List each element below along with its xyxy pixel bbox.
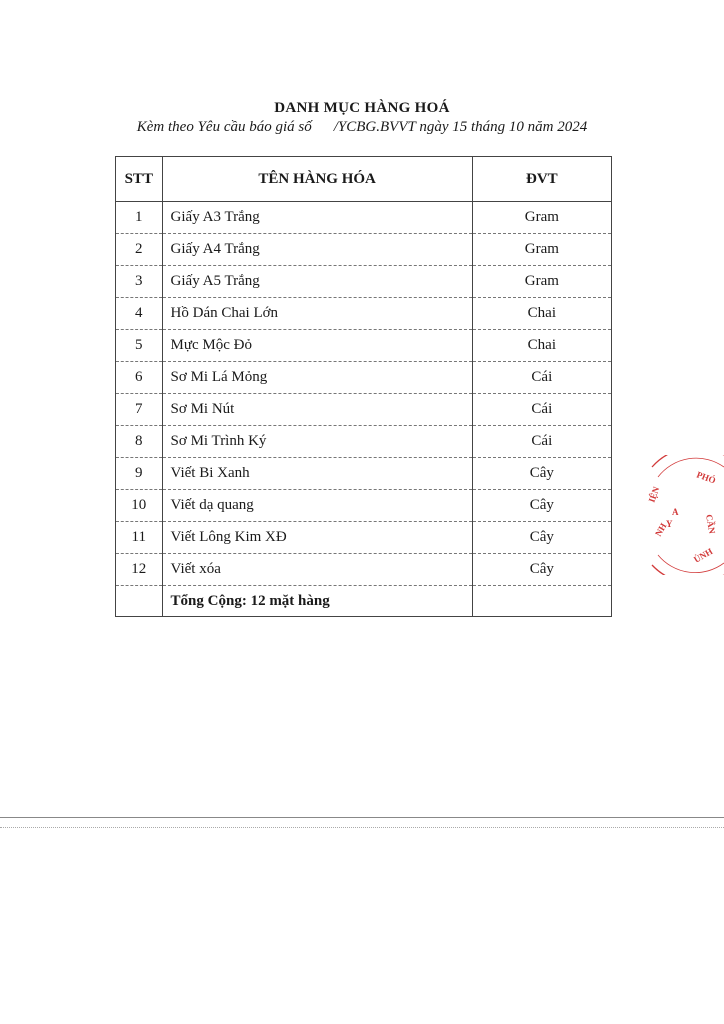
- row-unit: Gram: [472, 266, 611, 298]
- row-unit: Chai: [472, 298, 611, 330]
- row-stt: 1: [116, 202, 163, 234]
- seal-text-fragment: Y: [666, 519, 673, 529]
- row-name: Hồ Dán Chai Lớn: [162, 298, 472, 330]
- goods-table: [115, 156, 612, 617]
- row-name: Giấy A4 Trắng: [162, 234, 472, 266]
- table-row: [116, 458, 612, 490]
- row-unit: Gram: [472, 202, 611, 234]
- row-unit: Cây: [472, 458, 611, 490]
- row-name: Viết xóa: [162, 554, 472, 586]
- row-stt: 3: [116, 266, 163, 298]
- row-name: Sơ Mi Nút: [162, 394, 472, 426]
- row-name: Sơ Mi Trình Ký: [162, 426, 472, 458]
- header-stt: STT: [116, 157, 163, 202]
- seal-text-fragment: IỆN: [646, 485, 662, 504]
- row-name: Giấy A5 Trắng: [162, 266, 472, 298]
- row-name: Viết Bi Xanh: [162, 458, 472, 490]
- table-row: [116, 426, 612, 458]
- seal-text-fragment: CẦN: [704, 513, 718, 535]
- row-stt: 7: [116, 394, 163, 426]
- row-stt: 4: [116, 298, 163, 330]
- total-stt-cell: [116, 586, 163, 617]
- row-stt: 8: [116, 426, 163, 458]
- row-stt: 11: [116, 522, 163, 554]
- table-row: [116, 266, 612, 298]
- seal-text-fragment: A: [672, 507, 679, 517]
- row-unit: Cây: [472, 522, 611, 554]
- header-name: TÊN HÀNG HÓA: [162, 157, 472, 202]
- row-name: Viết dạ quang: [162, 490, 472, 522]
- row-unit: Chai: [472, 330, 611, 362]
- table-row: [116, 298, 612, 330]
- header-unit: ĐVT: [472, 157, 611, 202]
- document-subtitle: [0, 119, 724, 136]
- row-unit: Cái: [472, 362, 611, 394]
- row-unit: Cái: [472, 394, 611, 426]
- table-row: [116, 330, 612, 362]
- seal-text-fragment: ỦNH: [692, 546, 715, 565]
- footer-rule: [0, 817, 724, 818]
- row-stt: 9: [116, 458, 163, 490]
- table-row: [116, 490, 612, 522]
- table-row: [116, 554, 612, 586]
- row-name: Viết Lông Kim XĐ: [162, 522, 472, 554]
- row-stt: 5: [116, 330, 163, 362]
- subtitle-suffix: /YCBG.BVVT ngày 15 tháng 10 năm 2024: [333, 119, 588, 135]
- total-label: Tổng Cộng: 12 mặt hàng: [162, 586, 472, 617]
- seal-text-fragment: NH: [653, 521, 669, 538]
- table-total-row: [116, 586, 612, 617]
- table-header-row: [116, 157, 612, 202]
- table-row: [116, 362, 612, 394]
- row-unit: Cái: [472, 426, 611, 458]
- table-row: [116, 202, 612, 234]
- row-unit: Cây: [472, 490, 611, 522]
- row-name: Giấy A3 Trắng: [162, 202, 472, 234]
- table-row: [116, 234, 612, 266]
- subtitle-prefix: Kèm theo Yêu cầu báo giá số: [136, 119, 312, 135]
- footer-rule-dotted: [0, 827, 724, 828]
- row-stt: 10: [116, 490, 163, 522]
- row-stt: 6: [116, 362, 163, 394]
- red-seal-stamp: [644, 455, 724, 575]
- row-name: Mực Mộc Đỏ: [162, 330, 472, 362]
- row-name: Sơ Mi Lá Mỏng: [162, 362, 472, 394]
- row-stt: 12: [116, 554, 163, 586]
- document-title: DANH MỤC HÀNG HOÁ: [274, 100, 450, 116]
- row-unit: Gram: [472, 234, 611, 266]
- row-unit: Cây: [472, 554, 611, 586]
- table-row: [116, 394, 612, 426]
- total-unit-cell: [472, 586, 611, 617]
- table-row: [116, 522, 612, 554]
- row-stt: 2: [116, 234, 163, 266]
- seal-text-fragment: PHÓ: [695, 469, 718, 486]
